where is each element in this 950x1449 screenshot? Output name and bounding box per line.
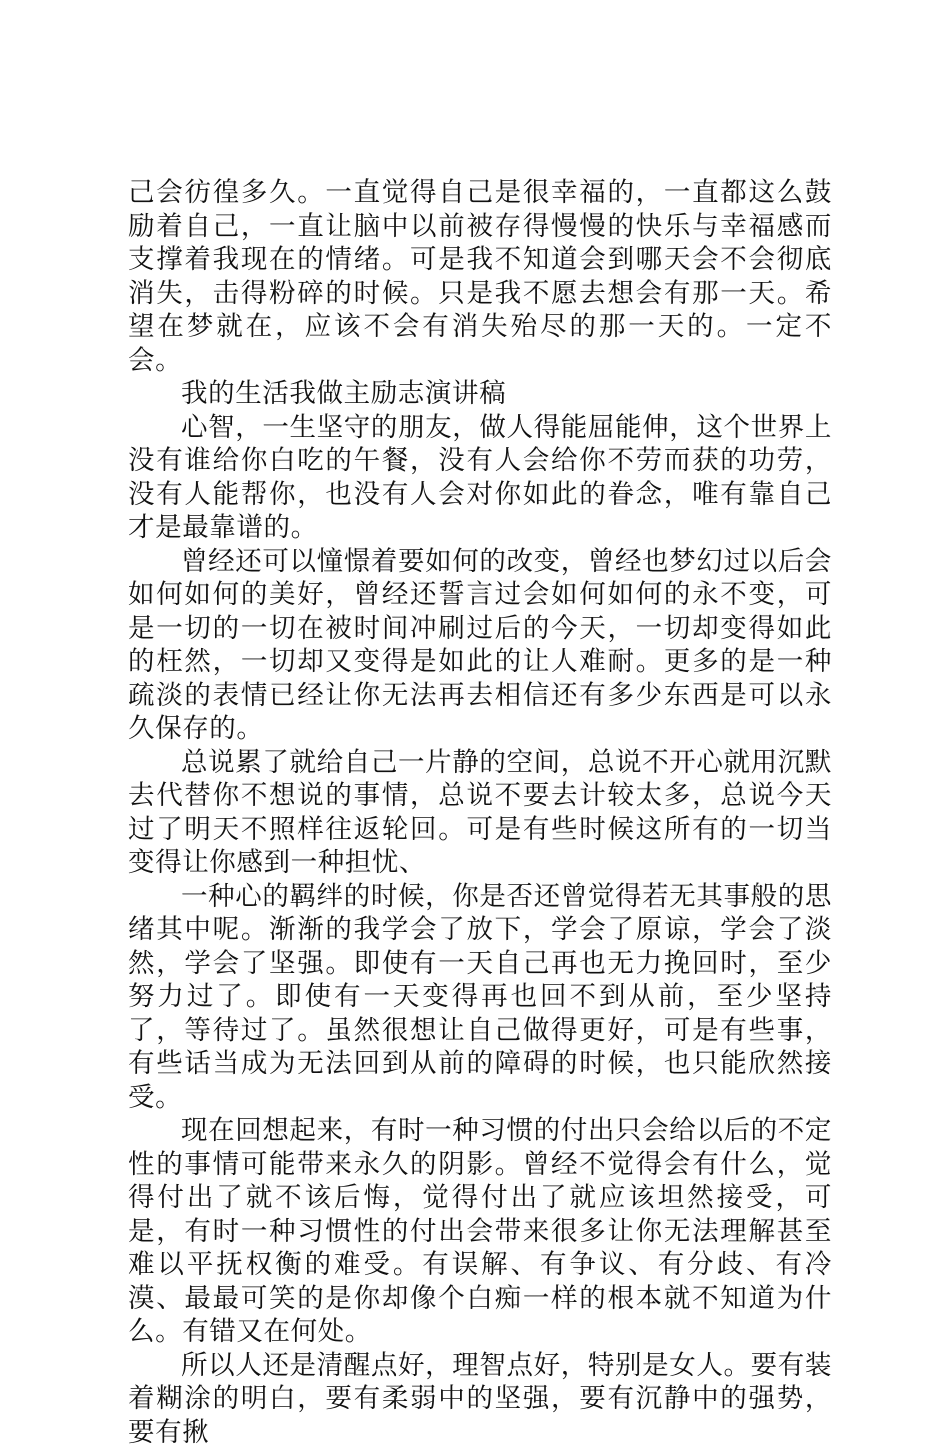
paragraph-quiet-space: 总说累了就给自己一片静的空间，总说不开心就用沉默去代替你不想说的事情，总说不要去计较太多，总说今天过了明天不照样往返轮回。可是有些时候这所有的一切当变得让你感到一种担忧、 <box>128 746 832 880</box>
paragraph-reflection: 现在回想起来，有时一种习惯的付出只会给以后的不定性的事情可能带来永久的阴影。曾经不觉得会有什么，觉得付出了就不该后悔，觉得付出了就应该坦然接受，可是，有时一种习惯性的付出会带来很多让你无法理解甚至难以平抚权衡的难受。有误解、有争议、有分歧、有冷漠、最最可笑的是你却像个白痴一样的根本就不知道为什么。有错又在何处。 <box>128 1114 832 1349</box>
paragraph-intro: 心智，一生坚守的朋友，做人得能屈能伸，这个世界上没有谁给你白吃的午餐，没有人会给你不劳而获的功劳，没有人能帮你，也没有人会对你如此的眷念，唯有靠自己才是最靠谱的。 <box>128 411 832 545</box>
paragraph-letting-go: 一种心的羁绊的时候，你是否还曾觉得若无其事般的思绪其中呢。渐渐的我学会了放下，学会了原谅，学会了淡然，学会了坚强。即使有一天自己再也无力挽回时，至少努力过了。即使有一天变得再也回不到从前，至少坚持了，等待过了。虽然很想让自己做得更好，可是有些事，有些话当成为无法回到从前的障碍的时候，也只能欣然接受。 <box>128 880 832 1115</box>
speech-title: 我的生活我做主励志演讲稿 <box>128 377 832 411</box>
paragraph-conclusion: 所以人还是清醒点好，理智点好，特别是女人。要有装着糊涂的明白，要有柔弱中的坚强，要有沉静中的强势，要有揪 <box>128 1349 832 1449</box>
document-body <box>128 176 832 1449</box>
paragraph-past-hopes: 曾经还可以憧憬着要如何的改变，曾经也梦幻过以后会如何如何的美好，曾经还誓言过会如何如何的永不变，可是一切的一切在被时间冲刷过后的今天，一切却变得如此的枉然，一切却又变得是如此的让人难耐。更多的是一种疏淡的表情已经让你无法再去相信还有多少东西是可以永久保存的。 <box>128 545 832 746</box>
paragraph-continuation: 己会彷徨多久。一直觉得自己是很幸福的，一直都这么鼓励着自己，一直让脑中以前被存得慢慢的快乐与幸福感而支撑着我现在的情绪。可是我不知道会到哪天会不会彻底消失，击得粉碎的时候。只是我不愿去想会有那一天。希望在梦就在，应该不会有消失殆尽的那一天的。一定不会。 <box>128 176 832 377</box>
